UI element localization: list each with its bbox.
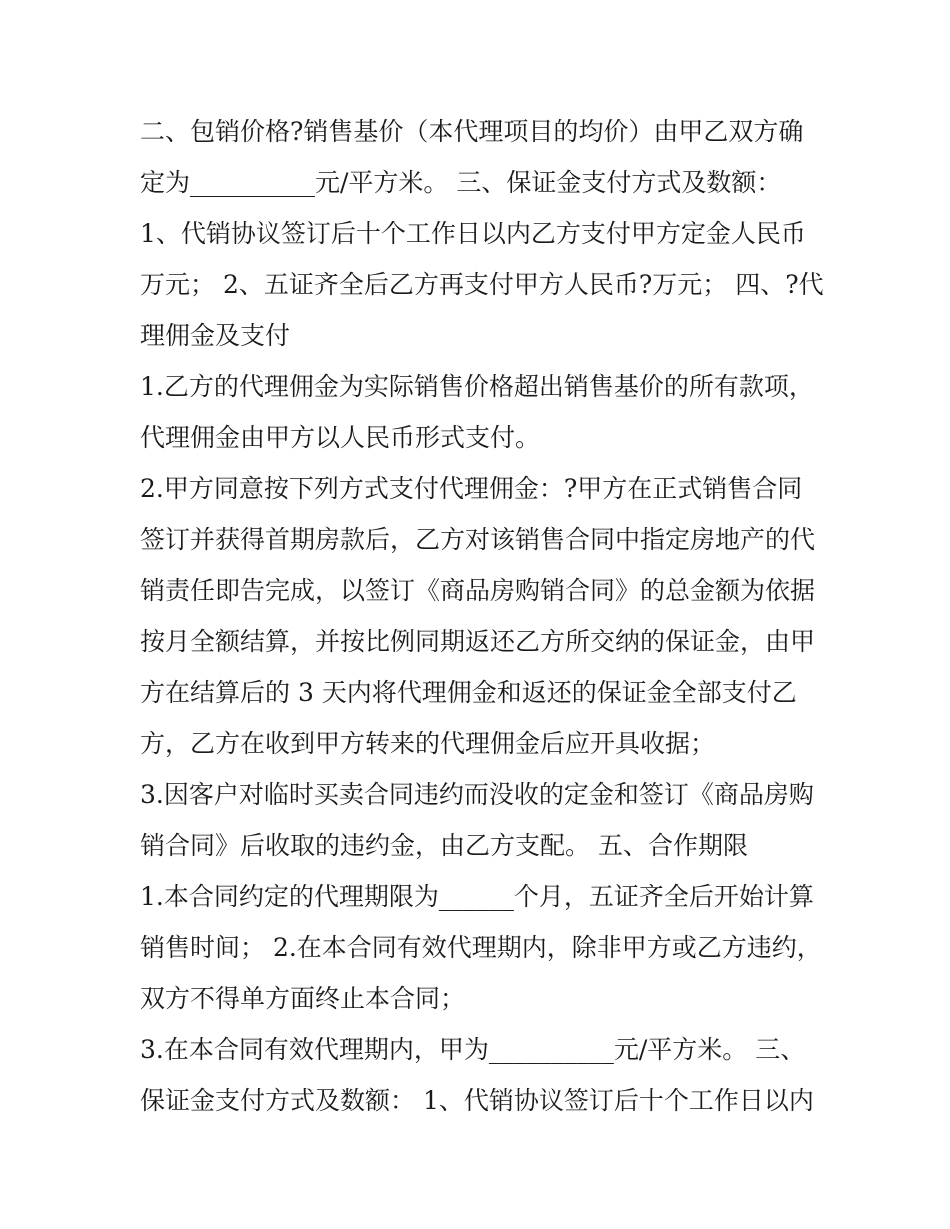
- text-line-11: 按月全额结算，并按比例同期返还乙方所交纳的保证金，由甲: [140, 627, 816, 656]
- text-line-12: 方在结算后的 3 天内将代理佣金和返还的保证金全部支付乙: [140, 678, 797, 707]
- text-line-9: 签订并获得首期房款后，乙方对该销售合同中指定房地产的代: [140, 525, 816, 554]
- text-line-8: 2.甲方同意按下列方式支付代理佣金：?甲方在正式销售合同: [140, 474, 803, 503]
- contract-text: [140, 106, 824, 1126]
- text-line-4: 万元； 2、五证齐全后乙方再支付甲方人民币?万元； 四、?代: [140, 270, 824, 299]
- text-line-10: 销责任即告完成，以签订《商品房购销合同》的总金额为依据: [140, 576, 816, 605]
- text-line-20: 保证金支付方式及数额： 1、代销协议签订后十个工作日以内: [140, 1086, 814, 1115]
- text-line-6: 1.乙方的代理佣金为实际销售价格超出销售基价的所有款项，: [140, 372, 814, 401]
- text-line-2: 定为__________元/平方米。 三、保证金支付方式及数额：: [140, 168, 782, 197]
- text-line-19: 3.在本合同有效代理期内，甲为__________元/平方米。 三、: [140, 1035, 806, 1064]
- text-line-14: 3.因客户对临时买卖合同违约而没收的定金和签订《商品房购: [140, 780, 814, 809]
- text-line-15: 销合同》后收取的违约金，由乙方支配。 五、合作期限: [140, 831, 748, 860]
- text-line-13: 方，乙方在收到甲方转来的代理佣金后应开具收据；: [140, 729, 716, 758]
- text-line-7: 代理佣金由甲方以人民币形式支付。: [140, 423, 541, 452]
- text-line-17: 销售时间； 2.在本合同有效代理期内，除非甲方或乙方违约，: [140, 933, 822, 962]
- text-line-18: 双方不得单方面终止本合同；: [140, 984, 466, 1013]
- text-line-16: 1.本合同约定的代理期限为______个月，五证齐全后开始计算: [140, 882, 814, 911]
- text-line-5: 理佣金及支付: [140, 321, 291, 350]
- text-line-1: 二、包销价格?销售基价（本代理项目的均价）由甲乙双方确: [140, 117, 804, 146]
- text-line-3: 1、代销协议签订后十个工作日以内乙方支付甲方定金人民币: [140, 219, 806, 248]
